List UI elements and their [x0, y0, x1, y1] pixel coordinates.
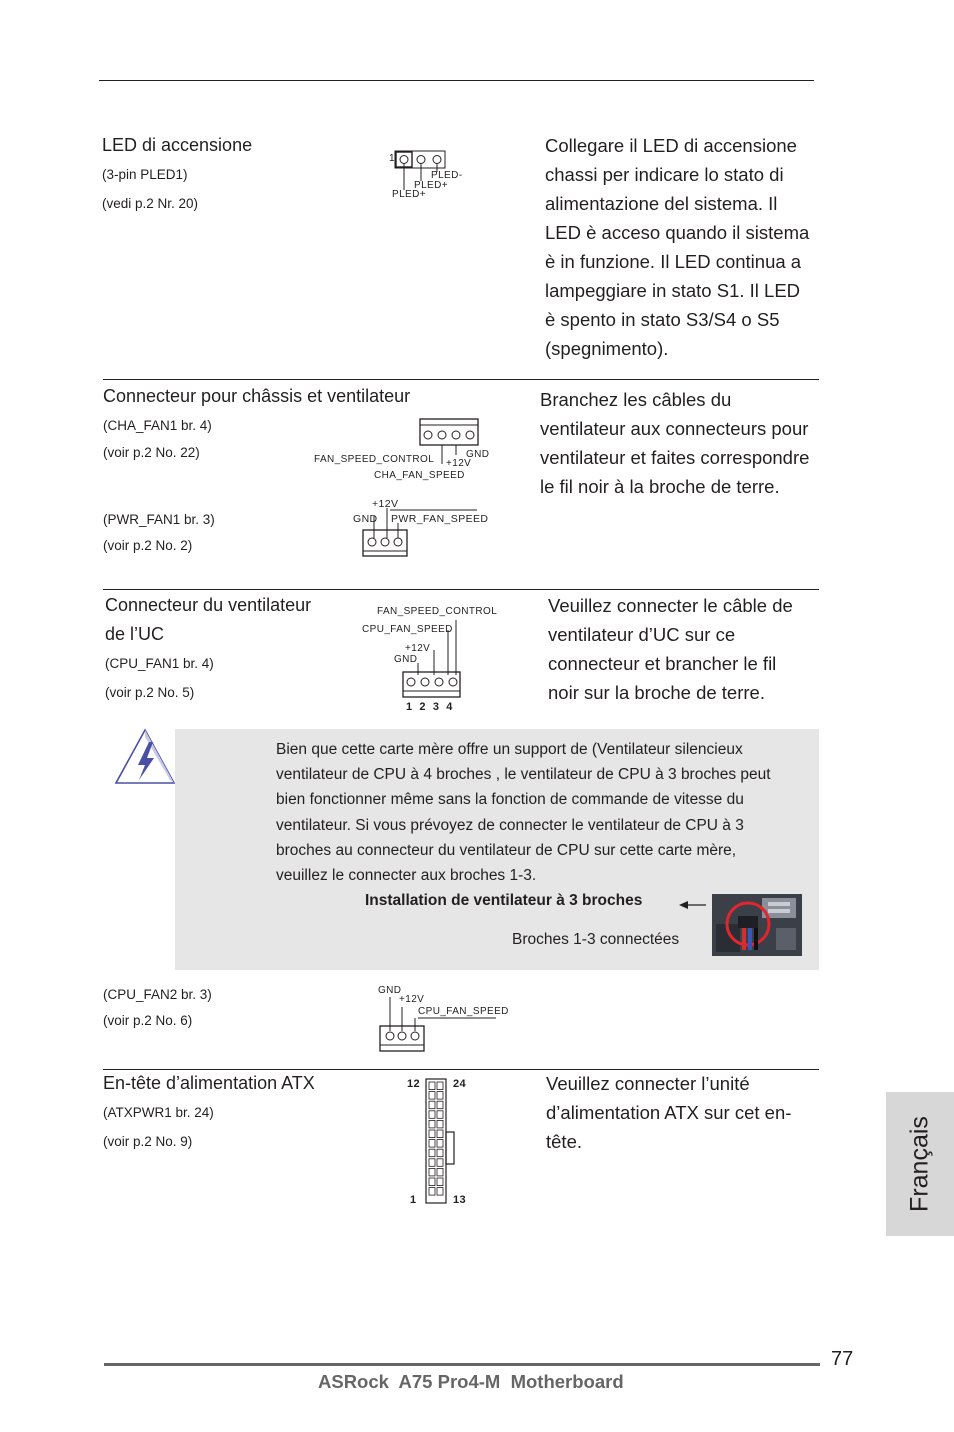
cpu-fan-title-line2: de l’UC	[105, 624, 165, 644]
cpu-fan-12v-label: +12V	[405, 643, 431, 654]
footer-brand: ASRock A75 Pro4-M Motherboard	[318, 1371, 624, 1392]
cpu-fan-sub2: (voir p.2 No. 5)	[105, 685, 195, 700]
fan-install-photo	[712, 894, 802, 956]
pled-sub1: (3-pin PLED1)	[102, 167, 188, 182]
language-tab-label: Français	[905, 1116, 934, 1212]
cpu-fan-description: Veuillez connecter le câble de ventilateur d’UC sur ce connecteur et brancher le fil noir sur la broche de terre.	[548, 595, 793, 703]
atx-pin-cell	[437, 1120, 443, 1128]
atx-pin1-label: 1	[410, 1194, 417, 1206]
top-rule	[99, 80, 814, 81]
cpu-fan2-speed-label: CPU_FAN_SPEED	[418, 1006, 509, 1017]
atx-pin12-label: 12	[407, 1078, 421, 1090]
pwr-fan-header-icon	[350, 508, 480, 558]
cpu-fan2-sub2: (voir p.2 No. 6)	[103, 1013, 193, 1028]
atx-pin-cell	[429, 1149, 435, 1157]
pled-plus-label: PLED+	[392, 189, 426, 200]
pins-connected-label: Broches 1-3 connectées	[512, 931, 680, 948]
cpu-fan-sub1: (CPU_FAN1 br. 4)	[105, 656, 214, 671]
note-text: Bien que cette carte mère offre un support de (Ventilateur silencieux ventilateur de CPU à 4 broches , le ventilateur de CPU à 3 broches peut bien fonctionner même sans la fonction de commande de vitesse du ventilateur. Si vous prévoyez de connecter le ventilateur de CPU à 3 broches au connecteur du ventilateur de CPU sur cette carte mère, veuillez le connecter aux broches 1-3.	[276, 741, 771, 885]
cpu-fan2-12v-label: +12V	[399, 994, 425, 1005]
pled-pin1-label: 1	[389, 153, 395, 164]
cha-fan-description: Branchez les câbles du ventilateur aux connecteurs pour ventilateur et faites correspondre le fil noir à la broche de terre.	[540, 389, 810, 497]
atx-pin-cell	[429, 1082, 435, 1090]
cpu-fan2-gnd-label: GND	[378, 985, 402, 996]
pwr-fan-sub1: (PWR_FAN1 br. 3)	[103, 512, 215, 527]
language-side-tab	[886, 1092, 954, 1236]
section-divider	[103, 379, 819, 380]
cha-fan-speed-control-label: FAN_SPEED_CONTROL	[314, 454, 435, 465]
atx-pin-cell	[437, 1101, 443, 1109]
cha-fan-gnd-label: GND	[466, 449, 490, 460]
atx-pin-cell	[429, 1159, 435, 1167]
section-divider	[103, 589, 819, 590]
cpu-fan-pin-numbers: 1 2 3 4	[406, 701, 453, 713]
cha-fan-sub2: (voir p.2 No. 22)	[103, 445, 200, 460]
pled-sub2: (vedi p.2 Nr. 20)	[102, 196, 199, 211]
page-number: 77	[831, 1348, 854, 1370]
atx-pin-cell	[437, 1092, 443, 1100]
pwr-fan-sub2: (voir p.2 No. 2)	[103, 538, 193, 553]
cpu-fan-speed-control-label: FAN_SPEED_CONTROL	[377, 606, 498, 617]
cha-fan-12v-label: +12V	[446, 458, 472, 469]
pled-title: LED di accensione	[102, 135, 253, 155]
atx-pin-cell	[429, 1120, 435, 1128]
cpu-fan-title-line1: Connecteur du ventilateur	[105, 595, 312, 615]
footer-rule	[104, 1363, 820, 1366]
atx-pin24-label: 24	[453, 1078, 467, 1090]
pwr-fan-12v-label: +12V	[372, 498, 399, 510]
atx-pin-cell	[437, 1178, 443, 1186]
atx-pin-cell	[429, 1188, 435, 1196]
note-box	[175, 729, 819, 970]
atx-sub2: (voir p.2 No. 9)	[103, 1134, 193, 1149]
warning-icon	[114, 728, 176, 786]
pled-description: Collegare il LED di accensione chassi per indicare lo stato di alimentazione del sistema. Il LED è acceso quando il sistema è in funzione. Il LED continua a lampeggiare in stato S1. Il LED è spento in stato S3/S4 o S5 (spegnimento).	[545, 135, 810, 359]
cpu-fan2-sub1: (CPU_FAN2 br. 3)	[103, 987, 212, 1002]
cha-fan-title: Connecteur pour châssis et ventilateur	[103, 386, 411, 406]
atx-pin-cell	[429, 1111, 435, 1119]
cpu-fan-header-icon	[400, 620, 464, 700]
atx-pin-cell	[437, 1159, 443, 1167]
atx-title: En-tête d’alimentation ATX	[103, 1073, 315, 1093]
atx-pin-cell	[429, 1168, 435, 1176]
atx-pin-cell	[429, 1130, 435, 1138]
atx-pin-cell	[437, 1111, 443, 1119]
atx-pin-cell	[429, 1101, 435, 1109]
pled-plus-mid-label: PLED+	[414, 180, 448, 191]
atx-pin-cell	[437, 1082, 443, 1090]
atx-pin-cell	[437, 1168, 443, 1176]
atx-sub1: (ATXPWR1 br. 24)	[103, 1105, 214, 1120]
atx-description: Veuillez connecter l’unité d’alimentation ATX sur cet en- tête.	[546, 1073, 792, 1152]
atx-pin13-label: 13	[453, 1194, 467, 1206]
cha-fan-sub1: (CHA_FAN1 br. 4)	[103, 418, 212, 433]
atx-pin-cell	[429, 1140, 435, 1148]
atx-pin-cell	[437, 1130, 443, 1138]
pwr-fan-gnd-label: GND	[353, 513, 378, 525]
cha-fan-speed-label: CHA_FAN_SPEED	[374, 470, 465, 481]
atx-pin-cell	[429, 1178, 435, 1186]
cpu-fan-speed-label: CPU_FAN_SPEED	[362, 624, 453, 635]
atx-pin-cell	[437, 1149, 443, 1157]
pwr-fan-speed-label: PWR_FAN_SPEED	[391, 513, 489, 525]
cpu-fan2-header-icon	[378, 995, 498, 1055]
pled-minus-label: PLED-	[431, 170, 463, 181]
atx-pin-cell	[429, 1092, 435, 1100]
arrow-left-icon	[679, 900, 707, 910]
atx-pin-cell	[437, 1140, 443, 1148]
atx-24pin-header-icon	[424, 1078, 467, 1208]
atx-pin-cell	[437, 1188, 443, 1196]
install-label: Installation de ventilateur à 3 broches	[365, 892, 643, 909]
cpu-fan-gnd-label: GND	[394, 654, 418, 665]
